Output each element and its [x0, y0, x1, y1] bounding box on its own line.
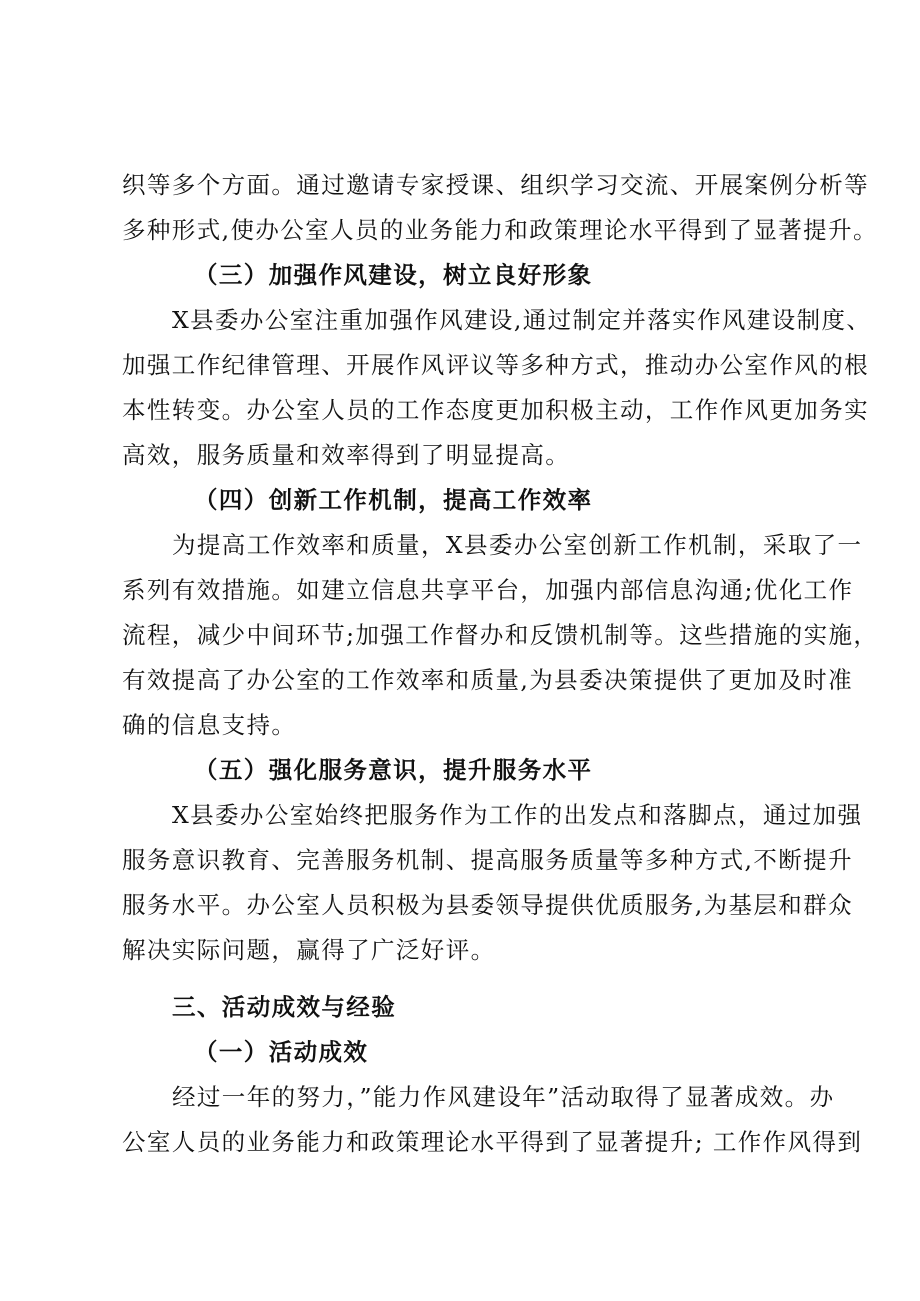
- paragraph-line: 高效，服务质量和效率得到了明显提高。: [122, 441, 571, 469]
- section-heading: （三）加强作风建设，树立良好形象: [194, 261, 593, 289]
- section-heading: （一）活动成效: [194, 1038, 369, 1066]
- paragraph-line: 解决实际问题，赢得了广泛好评。: [122, 936, 496, 964]
- paragraph-line: X县委办公室始终把服务作为工作的出发点和落脚点，通过加强: [172, 801, 863, 829]
- paragraph-line: 服务意识教育、完善服务机制、提高服务质量等多种方式,不断提升: [122, 846, 853, 874]
- paragraph-line: 加强工作纪律管理、开展作风评议等多种方式，推动办公室作风的根: [122, 351, 869, 379]
- paragraph-line: 服务水平。办公室人员积极为县委领导提供优质服务,为基层和群众: [122, 891, 853, 919]
- document-body: [122, 163, 879, 1165]
- paragraph-line: 公室人员的业务能力和政策理论水平得到了显著提升; 工作作风得到: [122, 1128, 863, 1156]
- paragraph-line: 本性转变。办公室人员的工作态度更加积极主动，工作作风更加务实: [122, 396, 869, 424]
- paragraph-line: 有效提高了办公室的工作效率和质量,为县委决策提供了更加及时准: [122, 666, 853, 694]
- paragraph-line: 系列有效措施。如建立信息共享平台，加强内部信息沟通;优化工作: [122, 576, 854, 604]
- paragraph-line: X县委办公室注重加强作风建设,通过制定并落实作风建设制度、: [172, 306, 872, 334]
- paragraph-line: 确的信息支持。: [122, 711, 297, 739]
- paragraph-line: 为提高工作效率和质量，X县委办公室创新工作机制，采取了一: [172, 531, 863, 559]
- section-heading: （五）强化服务意识，提升服务水平: [194, 756, 593, 784]
- paragraph-line: 织等多个方面。通过邀请专家授课、组织学习交流、开展案例分析等: [122, 171, 869, 199]
- chapter-heading: 三、活动成效与经验: [172, 993, 397, 1021]
- paragraph-line: 经过一年的努力，”能力作风建设年”活动取得了显著成效。办: [172, 1083, 835, 1111]
- paragraph-line: 多种形式,使办公室人员的业务能力和政策理论水平得到了显著提升。: [122, 216, 878, 244]
- paragraph-line: 流程，减少中间环节;加强工作督办和反馈机制等。这些措施的实施，: [122, 621, 879, 649]
- section-heading: （四）创新工作机制，提高工作效率: [194, 486, 593, 514]
